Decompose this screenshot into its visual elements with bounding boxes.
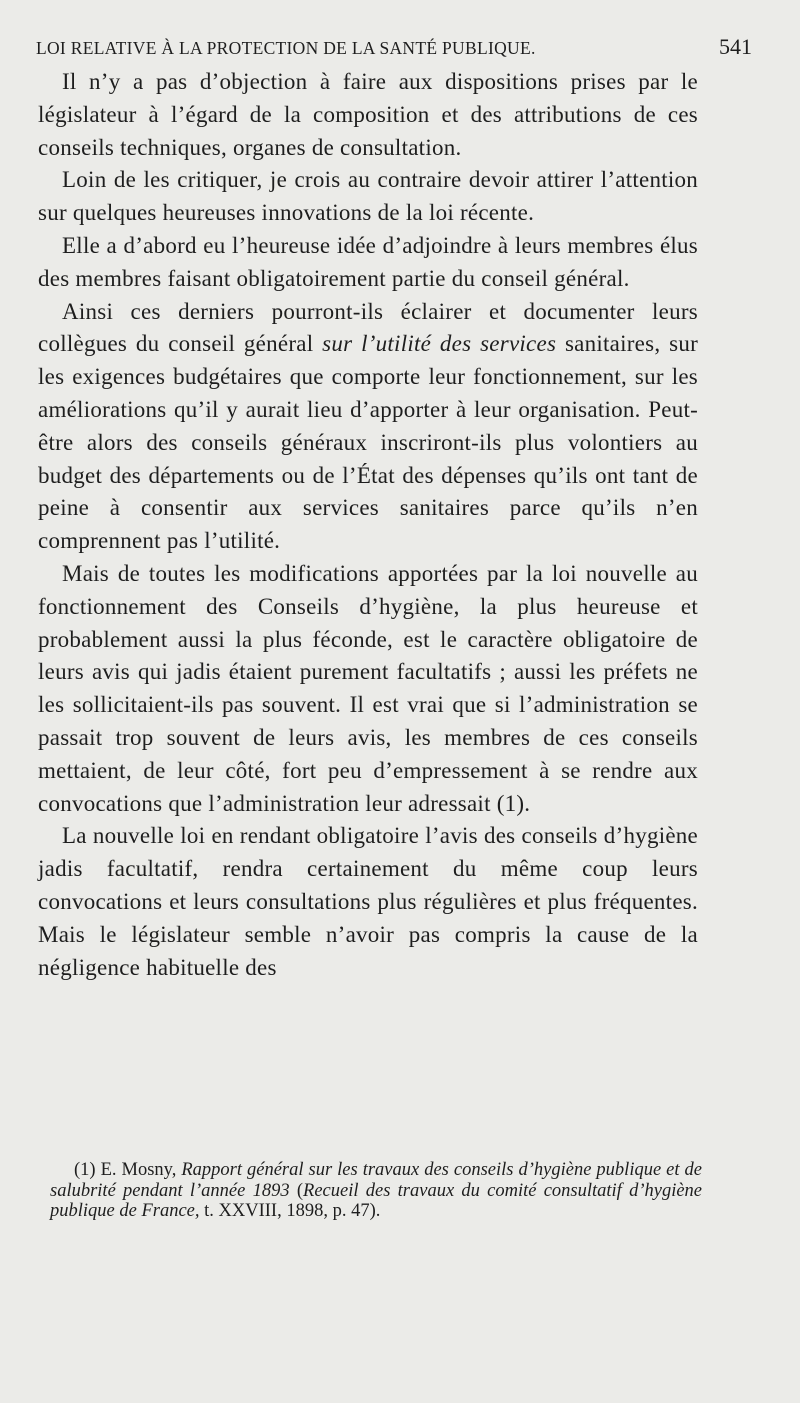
main-text [38,66,698,984]
paragraph: Il n’y a pas d’objection à faire aux dispositions prises par le législateur à l’égard de la composition et des attributions de ces conseils techniques, organes de consultation. [38,69,698,160]
page-number: 541 [719,34,752,59]
paragraph: Mais de toutes les modifications apportées par la loi nouvelle au fonctionnement des Conseils d’hygiène, la plus heureuse et probablement aussi la plus féconde, est le caractère obligatoire de leurs avis qui jadis étaient purement facultatifs ; aussi les préfets ne les sollicitaient-ils pas souvent. Il est vrai que si l’administration se passait trop souvent de leurs avis, les membres de ces conseils mettaient, de leur côté, fort peu d’empressement à se rendre aux convocations que l’administration leur adressait (1). [38,560,698,816]
footnote-marker: (1) E. Mosny, [74,1160,182,1180]
text-run: Ainsi ces derniers pourront-ils éclairer et documenter leurs collègues du conseil général [38,298,698,357]
footnote-report-title: Rapport général sur les travaux des conseils d’hygiène publique et de salubrité pendant l’année 1893 [50,1160,702,1201]
footnote [50,1160,702,1222]
footnote-text: ( [289,1180,304,1201]
footnote-text: t. XXVIII, 1898, p. 47). [199,1201,381,1221]
italic-phrase: sur l’utilité des services [322,331,557,357]
running-title: LOI RELATIVE À LA PROTECTION DE LA SANTÉ PUBLIQUE. [36,38,536,58]
text-run: sanitaires, sur les exigences budgétaires que comporte leur fonctionnement, sur les améliorations qu’il y aurait lieu d’apporter à leur organisation. Peut-être alors des conseils généraux inscriront-ils plus volontiers au budget des départements ou de l’État des dépenses qu’ils ont tant de peine à consentir aux services sanitaires parce qu’ils n’en comprennent pas l’utilité. [38,331,698,554]
running-header [36,34,752,60]
footnote-collection-title: Recueil des travaux du comité consultatif d’hygiène publique de France, [50,1180,703,1221]
paragraph: Loin de les critiquer, je crois au contraire devoir attirer l’attention sur quelques heureuses innovations de la loi récente. [38,167,698,226]
paragraph: La nouvelle loi en rendant obligatoire l’avis des conseils d’hygiène jadis facultatif, rendra certainement du même coup leurs convocations et leurs consultations plus régulières et plus fréquentes. Mais le législateur semble n’avoir pas compris la cause de la négligence habituelle des [38,823,698,980]
paragraph: Elle a d’abord eu l’heureuse idée d’adjoindre à leurs membres élus des membres faisant obligatoirement partie du conseil général. [38,232,698,291]
paragraph [38,296,698,558]
